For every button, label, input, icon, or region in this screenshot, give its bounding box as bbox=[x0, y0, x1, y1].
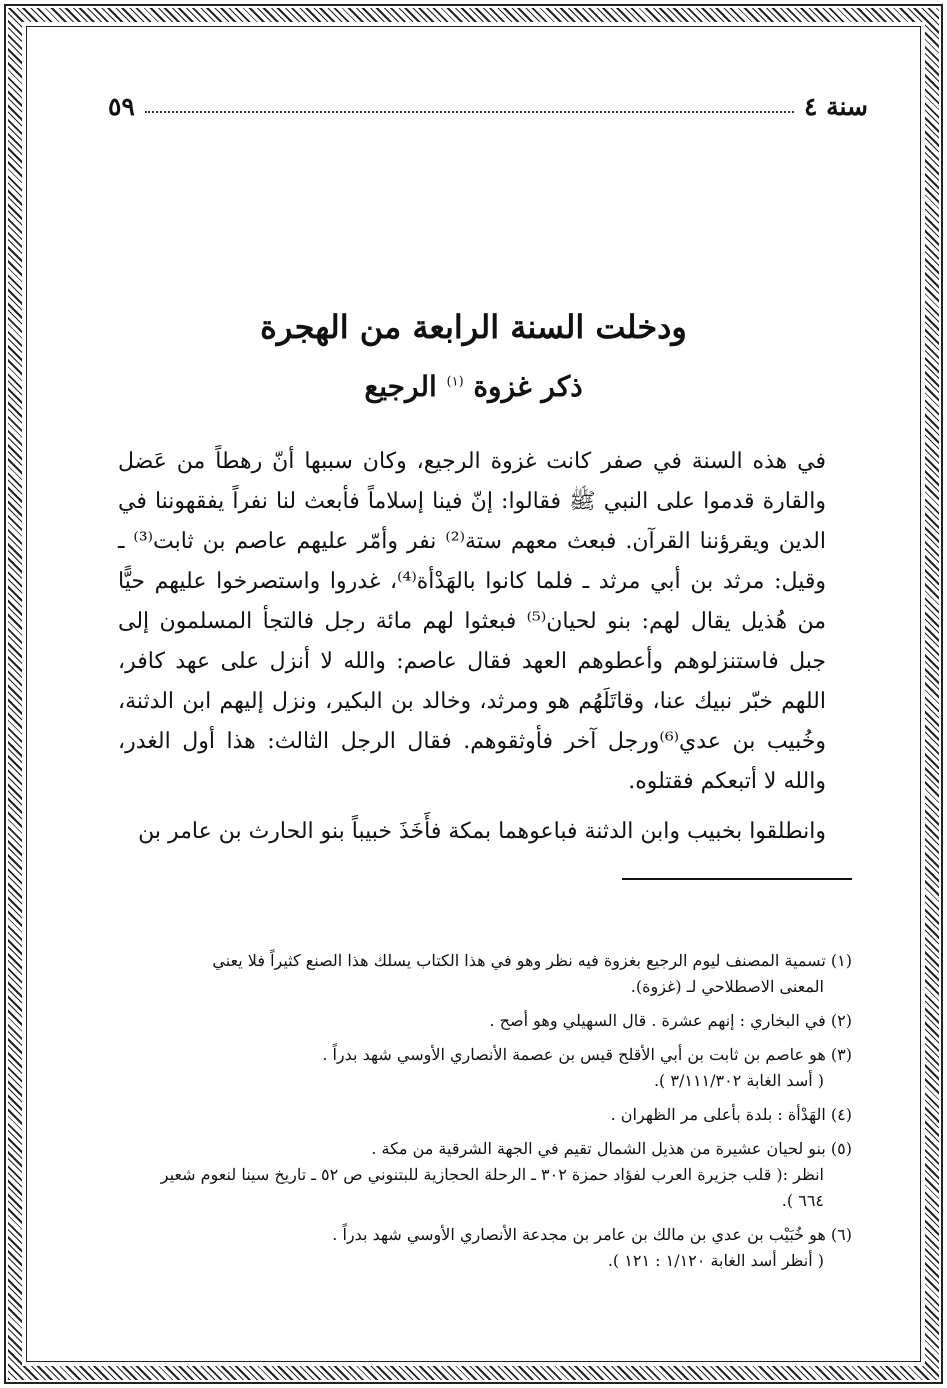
footnote-5 bbox=[112, 1136, 852, 1214]
chapter-title: ودخلت السنة الرابعة من الهجرة bbox=[260, 308, 687, 346]
footnote-line: (١) تسمية المصنف ليوم الرجيع بغزوة فيه نظر وهو في هذا الكتاب يسلك هذا الصنع كثيراً فلا يعني bbox=[212, 951, 852, 970]
footnote-1 bbox=[112, 948, 852, 1000]
footnote-2: (٢) في البخاري : إنهم عشرة . قال السهيلي وهو أصح . bbox=[489, 1011, 852, 1030]
footnote-line: ( أسد الغابة ٣/١١١/٣٠٢ ). bbox=[653, 1071, 824, 1090]
footnote-separator bbox=[622, 878, 852, 880]
running-header bbox=[108, 88, 868, 124]
footnote-line: (٦) هو خُبَيْب بن عدي بن مالك بن عامر بن مجدعة الأنصاري الأوسي شهد بدراً . bbox=[332, 1225, 852, 1244]
footnote-line: المعنى الاصطلاحي لـ (غزوة). bbox=[630, 977, 824, 996]
paragraph: في هذه السنة في صفر كانت غزوة الرجيع، وكان سببها أنّ رهطاً من عَضل والقارة قدموا على النبي ﷺ فقالوا: إنّ فينا إسلاماً فأبعث لنا نفراً يفقهوننا في الدين ويقرؤننا القرآن. فبعث معهم ستة⁽²⁾ نفر وأمّر عليهم عاصم بن ثابت⁽³⁾ ـ وقيل: مرثد بن أبي مرثد ـ فلما كانوا بالهَدْأة⁽⁴⁾، غدروا واستصرخوا عليهم حيًّا من هُذيل يقال لهم: بنو لحيان⁽⁵⁾ فبعثوا لهم مائة رجل فالتجأ المسلمون إلى جبل فاستنزلوهم وأعطوهم العهد فقال عاصم: والله لا أنزل على عهد كافر، اللهم خبّر نبيك عنا، وقاتَلَهُم هو ومرثد، وخالد بن البكير، ونزل إليهم ابن الدثنة، وخُبيب بن عدي⁽⁶⁾ورجل آخر فأوثقوهم. فقال الرجل الثالث: هذا أول الغدر، والله لا أتبعكم فقتلوه. bbox=[118, 449, 827, 794]
footnote-line: (٣) هو عاصم بن ثابت بن أبي الأقلح قيس بن عصمة الأنصاري الأوسي شهد بدراً . bbox=[322, 1045, 852, 1064]
footnote-4: (٤) الهَدْأة : بلدة بأعلى مر الظهران . bbox=[610, 1105, 852, 1124]
footnote-line: ( أنظر أسد الغابة ١/١٢٠ : ١٢١ ). bbox=[607, 1251, 824, 1270]
leader-dots bbox=[145, 109, 794, 113]
page-number: ٥٩ bbox=[108, 91, 135, 121]
footnote-line: انظر :( قلب جزيرة العرب لفؤاد حمزة ٣٠٢ ـ الرحلة الحجازية للبتنوني ص ٥٢ ـ تاريخ سينا لنعوم شعير bbox=[160, 1165, 824, 1184]
running-title: سنة ٤ bbox=[803, 91, 868, 121]
section-title-before: ذكر غزوة bbox=[473, 370, 583, 403]
footnote-line: ٦٦٤ ). bbox=[781, 1191, 824, 1210]
footnote-6 bbox=[112, 1222, 852, 1274]
main-text bbox=[118, 442, 826, 852]
footnote-line: (٥) بنو لحيان عشيرة من هذيل الشمال تقيم في الجهة الشرقية من مكة . bbox=[371, 1139, 852, 1158]
section-title-after: الرجيع bbox=[364, 370, 437, 403]
section-title bbox=[0, 370, 947, 403]
paragraph: وانطلقوا بخبيب وابن الدثنة فباعوهما بمكة فأَخَذَ خبيباً بنو الحارث بن عامر بن bbox=[138, 819, 826, 844]
footnote-3 bbox=[112, 1042, 852, 1094]
footnotes bbox=[112, 948, 852, 1282]
footnote-ref: (١) bbox=[446, 374, 464, 390]
